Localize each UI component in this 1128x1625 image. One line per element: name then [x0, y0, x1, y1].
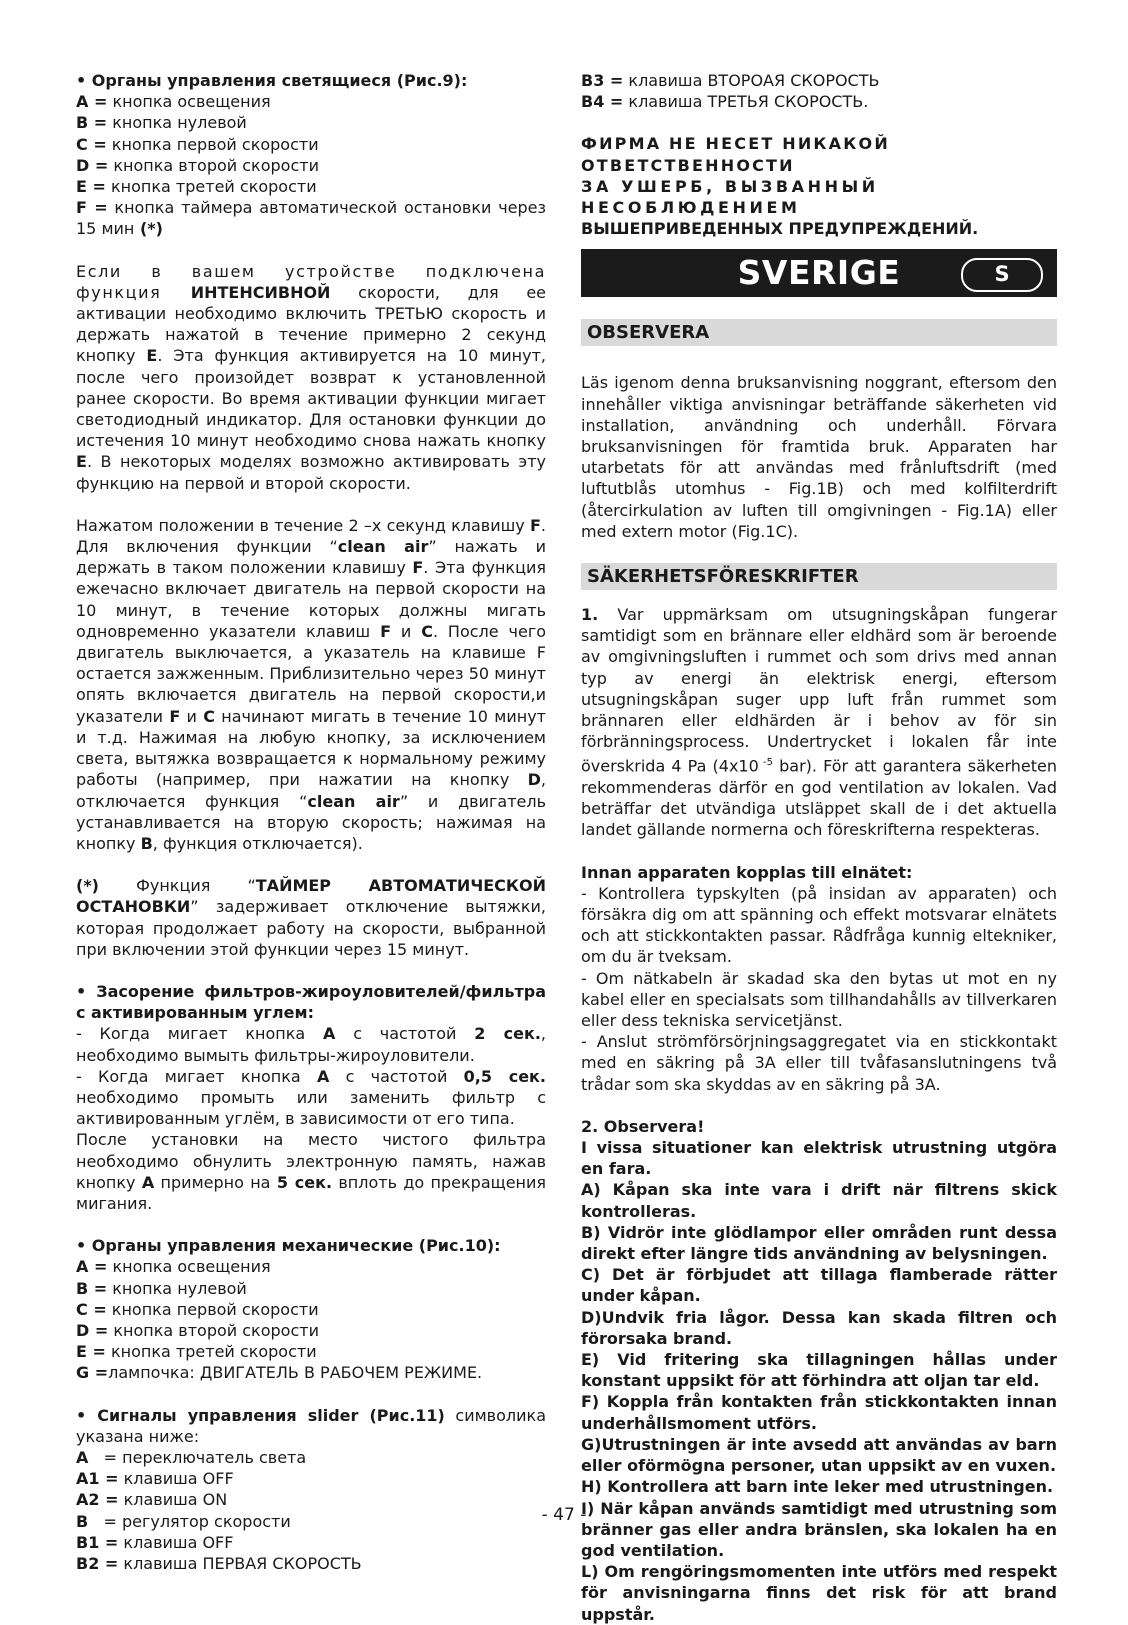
list-item: D = кнопка второй скорости: [76, 155, 319, 175]
before-connecting-2: - Om nätkabeln är skadad ska den bytas ut mot en ny kabel eller en specialsats som tillhandahålls av tillverkaren eller dess tekniska servicetjänst.: [581, 968, 1057, 1031]
list-item: B3 = клавиша ВТОРОАЯ СКОРОСТЬ: [581, 71, 880, 90]
list-item: C) Det är förbjudet att tillaga flamberade rätter under kåpan.: [581, 1265, 1057, 1306]
mech-controls-heading: • Органы управления механические (Рис.10):: [76, 1236, 501, 1256]
right-column: [581, 70, 1057, 1625]
list-item: A = переключатель света: [76, 1447, 307, 1467]
list-item: B = кнопка нулевой: [76, 1278, 247, 1298]
warning-line: ВЫШЕПРИВЕДЕННЫХ ПРЕДУПРЕЖДЕНИЙ.: [581, 219, 979, 239]
warning-line: ФИРМА НЕ НЕСЕТ НИКАКОЙ ОТВЕТСТВЕННОСТИ: [581, 134, 890, 175]
left-column: [76, 70, 546, 1574]
liability-warning: [581, 133, 1057, 239]
list-item: I vissa situationer kan elektrisk utrustning utgöra en fara.: [581, 1138, 1057, 1179]
before-connecting-3: - Anslut strömförsörjningsaggregatet via en stickkontakt med en säkring på 3A eller till tvåfasanslutningens två trådar som ska skyddas av en säkring på 3A.: [581, 1032, 1057, 1094]
intensive-paragraph: Если в вашем устройстве подключена функция ИНТЕНСИВНОЙ скорости, для ее активации необходимо включить ТРЕТЬЮ скорость и держать нажатой в течение примерно 2 секунд кнопку E. Эта функция активируется на 10 минут, после чего произойдет возврат к установленной ранее скорости. Во время активации функции мигает светодиодный индикатор. Для остановки функции до истечения 10 минут необходимо снова нажать кнопку E. В некоторых моделях возможно активировать эту функцию на первой и второй скорости.: [76, 261, 547, 493]
list-item: A1 = клавиша OFF: [76, 1469, 234, 1489]
list-item: A = кнопка освещения: [76, 92, 271, 112]
list-item: G =лампочка: ДВИГАТЕЛЬ В РАБОЧЕМ РЕЖИМЕ.: [76, 1363, 483, 1383]
timer-note-paragraph: (*) Функция “ТАЙМЕР АВТОМАТИЧЕСКОЙ ОСТАНОВКИ” задерживает отключение вытяжки, которая продолжает работу на скорости, выбранной при включении этой функции через 15 минут.: [76, 876, 546, 959]
list-item: B = регулятор скорости: [76, 1511, 291, 1531]
list-item: C = кнопка первой скорости: [76, 134, 319, 154]
language-title: SVERIGE: [737, 253, 901, 293]
list-item: B4 = клавиша ТРЕТЬЯ СКОРОСТЬ.: [581, 92, 869, 112]
list-item: E) Vid fritering ska tillagningen hållas under konstant uppsikt för att förhindra att oljan tar eld.: [581, 1350, 1057, 1391]
filters-line-2: - Когда мигает кнопка A с частотой 0,5 сек. необходимо промыть или заменить фильтр с активированным углём, в зависимости от его типа.: [76, 1066, 546, 1129]
slider-list-continued: [581, 70, 1057, 112]
slider-heading: • Сигналы управления slider (Рис.11) символика указана ниже:: [76, 1405, 546, 1446]
list-item: F) Koppla från kontakten från stickkontakten innan underhållsmoment utförs.: [581, 1392, 1057, 1433]
list-item: I) När kåpan används samtidigt med utrustning som bränner gas eller andra bränslen, ska lokalen ha en god ventilation.: [581, 1498, 1057, 1560]
list-item: F = кнопка таймера автоматической остановки через 15 мин (*): [76, 198, 547, 239]
list-item: 2. Observera!: [581, 1116, 705, 1136]
filters-line-3: После установки на место чистого фильтра необходимо обнулить электронную память, нажав кнопку A примерно на 5 сек. вплоть до прекращения мигания.: [76, 1130, 547, 1213]
language-badge: S: [961, 258, 1043, 292]
list-item: B = кнопка нулевой: [76, 113, 247, 133]
page-number: - 47 -: [541, 1505, 587, 1525]
list-item: B1 = клавиша OFF: [76, 1532, 234, 1552]
lit-controls-list: [76, 91, 546, 239]
filters-line-1: - Когда мигает кнопка A с частотой 2 сек., необходимо вымыть фильтры-жироуловители.: [76, 1024, 546, 1065]
list-item: E = кнопка третей скорости: [76, 1342, 317, 1362]
list-item: E = кнопка третей скорости: [76, 177, 317, 197]
safety-paragraph-1: 1. Var uppmärksam om utsugningskåpan fungerar samtidigt som en brännare eller eldhärd som är beroende av omgivningsluften i rummet och som drivs med annan typ av energi än elektrisk energi, eftersom utsugningskåpan suger upp luft från rummet som brännaren eller eldhärden är i behov av för sin förbränningsprocess. Undertrycket i lokalen får inte överskrida 4 Pa (4x10 $^{-5}$ bar). För att garantera säkerheten rekommenderas därför en god ventilation av lokalen. Vad beträffar det utvändiga utsläppet skall de i det aktuella landet gällande normerna och föreskrifterna respekteras.: [581, 605, 1058, 840]
list-item: B) Vidrör inte glödlampor eller områden runt dessa direkt efter längre tids användning av belysningen.: [581, 1222, 1057, 1264]
language-banner: [581, 249, 1057, 297]
filters-heading: • Засорение фильтров-жироуловителей/фильтра с активированным углем:: [76, 981, 546, 1023]
before-connecting-1: - Kontrollera typskylten (på insidan av apparaten) och försäkra dig om att spänning och effekt motsvarar elnätets och att stickkontakten passar. Rådfråga kunnig eltekniker, om du är tveksam.: [581, 883, 1057, 967]
list-item: A) Kåpan ska inte vara i drift när filtrens skick kontrolleras.: [581, 1180, 1057, 1221]
list-item: C = кнопка первой скорости: [76, 1299, 319, 1319]
before-connecting-heading: Innan apparaten kopplas till elnätet:: [581, 862, 913, 882]
list-item: H) Kontrollera att barn inte leker med utrustningen.: [581, 1477, 1054, 1497]
list-item: A = кнопка освещения: [76, 1257, 271, 1277]
clean-air-paragraph: Нажатом положении в течение 2 –х секунд клавишу F. Для включения функции “clean air” нажать и держать в таком положении клавишу F. Эта функция ежечасно включает двигатель на первой скорости на 10 минут, в течение которых должны мигать одновременно указатели клавиш F и C. После чего двигатель выключается, а указатель на клавише F остается зажженным. Приблизительно через 50 минут опять включается двигатель на первой скорости,и указатели F и C начинают мигать в течение 10 минут и т.д. Нажимая на любую кнопку, за исключением света, вытяжка возвращается к нормальному режиму работы (например, при нажатии на кнопку D, отключается функция “clean air” и двигатель устанавливается на вторую скорость; нажимая на кнопку B, функция отключается).: [76, 515, 547, 853]
mech-controls-list: [76, 1256, 546, 1383]
list-item: B2 = клавиша ПЕРВАЯ СКОРОСТЬ: [76, 1554, 362, 1573]
section-heading-observera: OBSERVERA: [581, 319, 1057, 346]
list-item: A2 = клавиша ON: [76, 1490, 228, 1510]
section-heading-safety: SÄKERHETSFÖRESKRIFTER: [581, 563, 1057, 590]
list-item: D = кнопка второй скорости: [76, 1320, 319, 1340]
list-item: L) Om rengöringsmomenten inte utförs med respekt för anvisningarna finns det risk för att brand uppstår.: [581, 1562, 1057, 1624]
warning-line: ЗА УШЕРБ, ВЫЗВАННЫЙ НЕСОБЛЮДЕНИЕМ: [581, 176, 879, 218]
observera-2-list: [581, 1116, 1057, 1625]
list-item: G)Utrustningen är inte avsedd att användas av barn eller oförmögna personer, utan uppsikt av en vuxen.: [581, 1434, 1057, 1476]
list-item: D)Undvik fria lågor. Dessa kan skada filtren och förorsaka brand.: [581, 1307, 1057, 1348]
lit-controls-heading: • Органы управления светящиеся (Рис.9):: [76, 71, 468, 90]
observera-paragraph: Läs igenom denna bruksanvisning noggrant, eftersom den innehåller viktiga anvisningar beträffande säkerheten vid installation, användning och underhåll. Förvara bruksanvisningen för framtida bruk. Apparaten har utarbetats för att användas med frånluftsdrift (med luftutblås utomhus - Fig.1B) och med kolfilterdrift (återcirkulation av luften till omgivningen - Fig.1A) eller med extern motor (Fig.1C).: [581, 373, 1057, 541]
